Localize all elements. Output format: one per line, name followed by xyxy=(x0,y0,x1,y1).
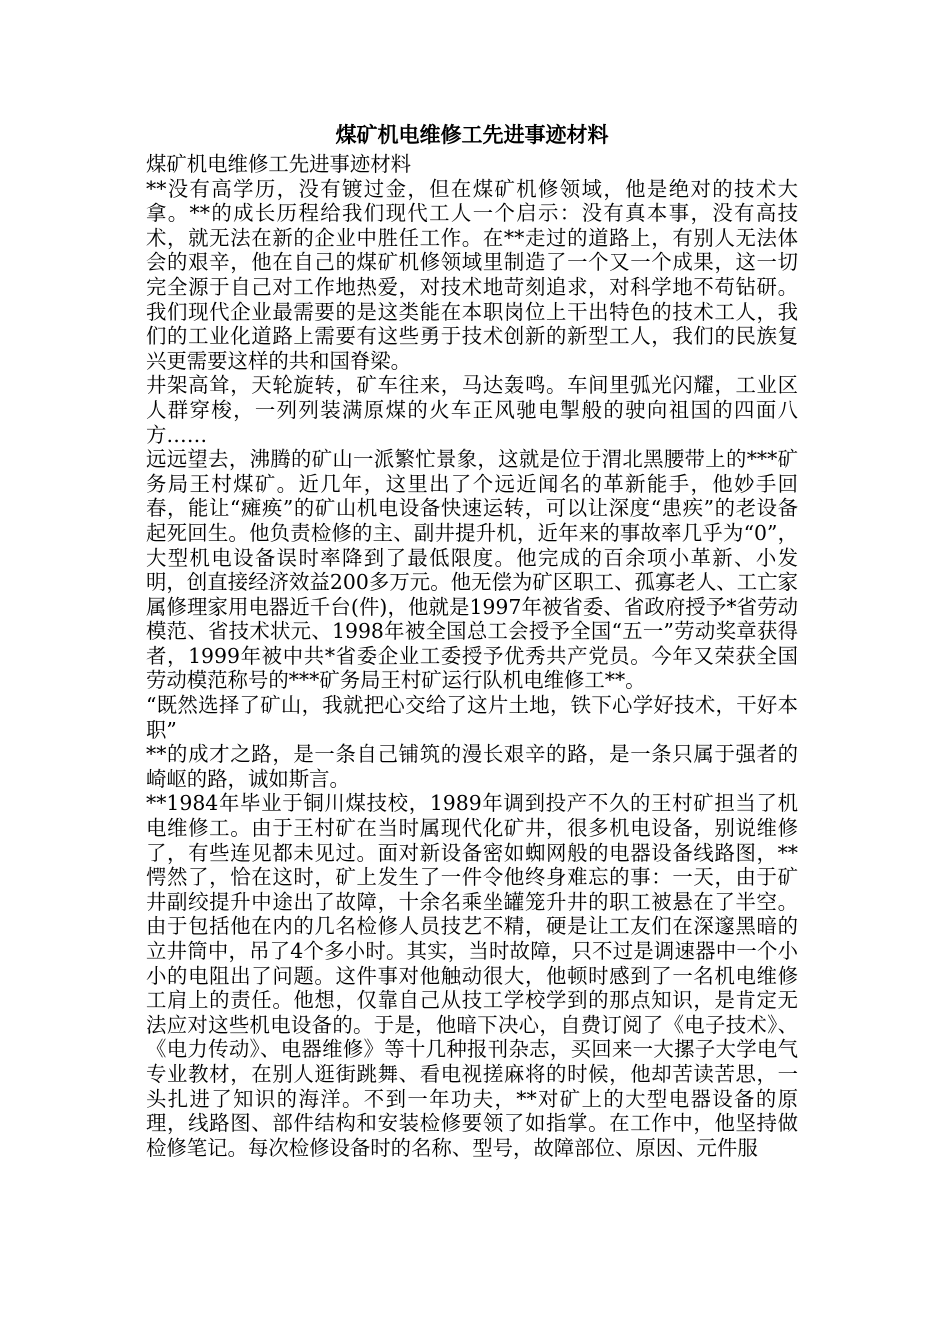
paragraph-quote: “既然选择了矿山，我就把心交给了这片土地，铁下心学好技术，干好本职” xyxy=(146,693,798,742)
paragraph-intro: **没有高学历，没有镀过金，但在煤矿机修领域，他是绝对的技术大拿。**的成长历程给我们现代工人一个启示：没有真本事，没有高技术，就无法在新的企业中胜任工作。在**走过的道路上，有别人无法体会的艰辛，他在自己的煤矿机修领域里制造了一个又一个成果，这一切完全源于自己对工作地热爱，对技术地苛刻追求，对科学地不苟钻研。我们现代企业最需要的是这类能在本职岗位上干出特色的技术工人，我们的工业化道路上需要有这些勇于技术创新的新型工人，我们的民族复兴更需要这样的共和国脊梁。 xyxy=(146,176,798,373)
document-page xyxy=(146,118,798,1160)
paragraph-scene: 井架高耸，天轮旋转，矿车往来，马达轰鸣。车间里弧光闪耀，工业区人群穿梭，一列列装满原煤的火车正风驰电掣般的驶向祖国的四面八方…… xyxy=(146,373,798,447)
paragraph-profile: 远远望去，沸腾的矿山一派繁忙景象，这就是位于渭北黑腰带上的***矿务局王村煤矿。近几年，这里出了个远近闻名的革新能手，他妙手回春，能让“瘫痪”的矿山机电设备快速运转，可以让深度“患疾”的老设备起死回生。他负责检修的主、副井提升机，近年来的事故率几乎为“0”，大型机电设备误时率降到了最低限度。他完成的百余项小革新、小发明，创直接经济效益200多万元。他无偿为矿区职工、孤寡老人、工亡家属修理家用电器近千台(件)，他就是1997年被省委、省政府授予*省劳动模范、省技术状元、1998年被全国总工会授予全国“五一”劳动奖章获得者，1999年被中共*省委企业工委授予优秀共产党员。今年又荣获全国劳动模范称号的***矿务局王村矿运行队机电维修工**。 xyxy=(146,447,798,693)
paragraph-subtitle: 煤矿机电维修工先进事迹材料 xyxy=(146,152,412,176)
paragraph-story: **1984年毕业于铜川煤技校，1989年调到投产不久的王村矿担当了机电维修工。由于王村矿在当时属现代化矿井，很多机电设备，别说维修了，有些连见都未见过。面对新设备密如蜘网般的电器设备线路图，**愕然了，恰在这时，矿上发生了一件令他终身难忘的事：一天，由于矿井副绞提升中途出了故障，十余名乘坐罐笼升井的职工被悬在了半空。由于包括他在内的几名检修人员技艺不精，硬是让工友们在深邃黑暗的立井筒中，吊了4个多小时。其实，当时故障，只不过是调速器中一个小小的电阻出了问题。这件事对他触动很大，他顿时感到了一名机电维修工肩上的责任。他想，仅靠自己从技工学校学到的那点知识，是肯定无法应对这些机电设备的。于是，他暗下决心，自费订阅了《电子技术》、《电力传动》、电器维修》等十几种报刊杂志，买回来一大摞子大学电气专业教材，在别人逛街跳舞、看电视搓麻将的时候，他却苦读苦思，一头扎进了知识的海洋。不到一年功夫，**对矿上的大型电器设备的原理，线路图、部件结构和安装检修要领了如指掌。在工作中，他坚持做检修笔记。每次检修设备时的名称、型号，故障部位、原因、元件服 xyxy=(146,791,798,1160)
paragraph-path: **的成才之路，是一条自己铺筑的漫长艰辛的路，是一条只属于强者的崎岖的路，诚如斯言。 xyxy=(146,742,798,791)
document-title: 煤矿机电维修工先进事迹材料 xyxy=(335,122,609,147)
